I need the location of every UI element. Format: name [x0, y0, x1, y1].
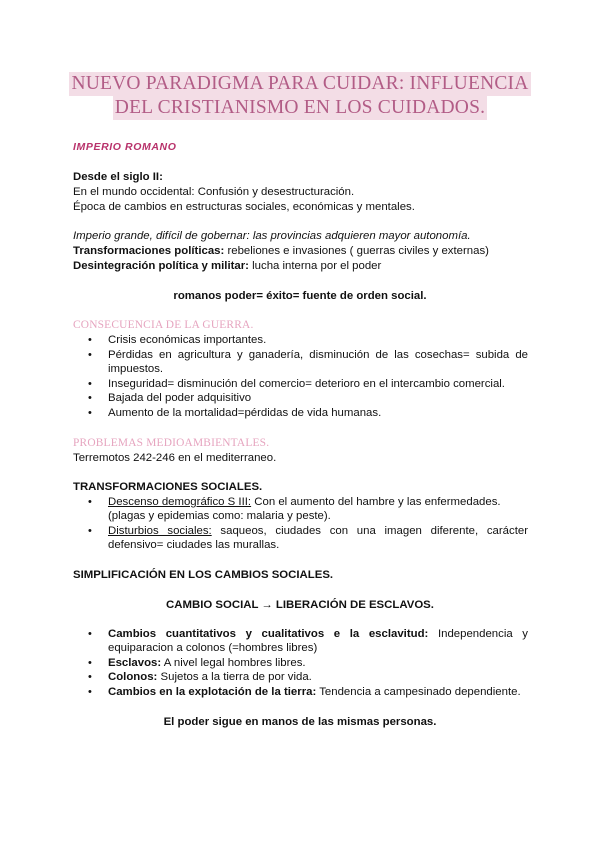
section-imperio-romano: IMPERIO ROMANO: [73, 141, 177, 153]
cambio-social-heading: CAMBIO SOCIAL → LIBERACIÓN DE ESCLAVOS.: [166, 599, 434, 611]
transformaciones-sociales-heading: TRANSFORMACIONES SOCIALES.: [73, 481, 263, 493]
siglo-line-2: Época de cambios en estructuras sociales, económicas y mentales.: [73, 201, 415, 213]
cambios-item-2: [108, 656, 528, 670]
consecuencia-heading: CONSECUENCIA DE LA GUERRA.: [73, 319, 254, 331]
descenso-text: Con el aumento del hambre y las enfermedades. (plagas y epidemias como: malaria y peste).: [108, 496, 501, 522]
cambios-cuantitativos-label: Cambios cuantitativos y cualitativos e la esclavitud:: [108, 628, 429, 640]
bullet-icon: •: [88, 657, 92, 669]
problemas-heading: PROBLEMAS MEDIOAMBIENTALES.: [73, 437, 270, 449]
desintegracion-label: Desintegración política y militar:: [73, 260, 249, 272]
page-title: [60, 72, 540, 120]
transformaciones-sociales-item-2: [108, 524, 528, 552]
consecuencia-item-3: Inseguridad= disminución del comercio= deterioro en el intercambio comercial.: [108, 378, 505, 390]
consecuencia-item-4: Bajada del poder adquisitivo: [108, 392, 252, 404]
consecuencia-item-2: Pérdidas en agricultura y ganadería, disminución de las cosechas= subida de impuestos.: [108, 349, 528, 375]
bullet-icon: •: [88, 628, 92, 640]
bullet-icon: •: [88, 671, 92, 683]
romanos-poder-line: romanos poder= éxito= fuente de orden social.: [173, 290, 427, 302]
consecuencia-item-5: Aumento de la mortalidad=pérdidas de vida humanas.: [108, 407, 382, 419]
bullet-icon: •: [88, 349, 92, 361]
bullet-icon: •: [88, 334, 92, 346]
bullet-icon: •: [88, 407, 92, 419]
problemas-text: Terremotos 242-246 en el mediterraneo.: [73, 452, 277, 464]
cambios-item-4: [108, 685, 528, 699]
bullet-icon: •: [88, 392, 92, 404]
transformaciones-sociales-item-1: [108, 495, 528, 523]
cambios-cuantitativos-text: Independencia y equiparacion a colonos (=hombres libres): [108, 628, 529, 654]
colonos-label: Colonos:: [108, 671, 158, 683]
transformaciones-politicas-label: Transformaciones políticas:: [73, 245, 225, 257]
transformaciones-politicas-text: rebeliones e invasiones ( guerras civiles y externas): [224, 245, 489, 257]
bullet-icon: •: [88, 378, 92, 390]
explotacion-text: Tendencia a campesinado dependiente.: [316, 686, 521, 698]
transformaciones-politicas: [73, 244, 489, 258]
imperio-italic-note: Imperio grande, difícil de gobernar: las provincias adquieren mayor autonomía.: [73, 230, 471, 242]
colonos-text: Sujetos a la tierra de por vida.: [157, 671, 312, 683]
explotacion-label: Cambios en la explotación de la tierra:: [108, 686, 317, 698]
esclavos-label: Esclavos:: [108, 657, 162, 669]
title-line-1: NUEVO PARADIGMA PARA CUIDAR: INFLUENCIA: [71, 73, 529, 94]
descenso-label: Descenso demográfico S III:: [108, 496, 252, 508]
final-line: El poder sigue en manos de las mismas personas.: [163, 716, 437, 728]
siglo-line-1: En el mundo occidental: Confusión y desestructuración.: [73, 186, 355, 198]
bullet-icon: •: [88, 525, 92, 537]
simplificacion-heading: SIMPLIFICACIÓN EN LOS CAMBIOS SOCIALES.: [73, 569, 334, 581]
disturbios-text: saqueos, ciudades con una imagen diferente, carácter defensivo= ciudades las murallas.: [108, 525, 528, 551]
bullet-icon: •: [88, 686, 92, 698]
desintegracion-text: lucha interna por el poder: [248, 260, 382, 272]
siglo-heading: Desde el siglo II:: [73, 171, 163, 183]
title-line-2: DEL CRISTIANISMO EN LOS CUIDADOS.: [114, 97, 486, 118]
disturbios-label: Disturbios sociales:: [108, 525, 212, 537]
bullet-icon: •: [88, 496, 92, 508]
consecuencia-item-1: Crisis económicas importantes.: [108, 334, 267, 346]
desintegracion: [73, 259, 381, 273]
cambios-item-3: [108, 670, 528, 684]
esclavos-text: A nivel legal hombres libres.: [161, 657, 306, 669]
cambios-item-1: [108, 627, 528, 655]
